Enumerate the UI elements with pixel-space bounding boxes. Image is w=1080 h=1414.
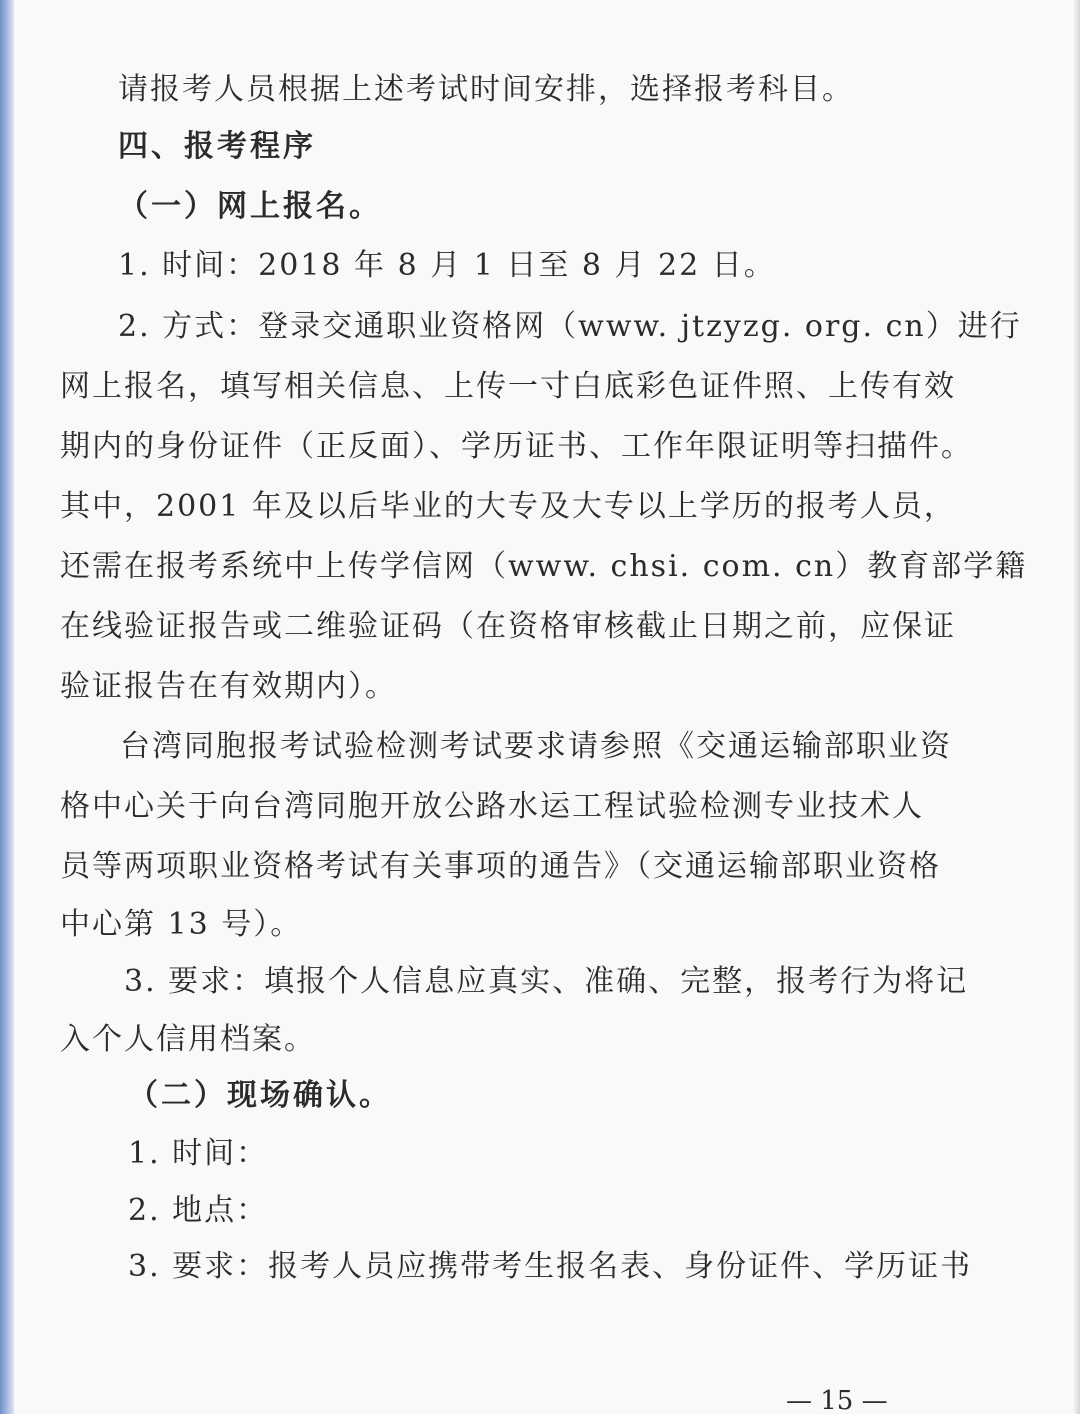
subsection-heading-online-registration: （一）网上报名。 bbox=[118, 189, 382, 224]
taiwan-compatriots-paragraph-line-4: 中心第 13 号）。 bbox=[60, 907, 303, 942]
online-registration-method-line-5: 还需在报考系统中上传学信网（www. chsi. com. cn）教育部学籍 bbox=[60, 549, 1028, 584]
online-registration-time: 1. 时间：2018 年 8 月 1 日至 8 月 22 日。 bbox=[118, 248, 776, 283]
online-registration-method-line-3: 期内的身份证件（正反面）、学历证书、工作年限证明等扫描件。 bbox=[60, 429, 973, 464]
online-registration-method-line-6: 在线验证报告或二维验证码（在资格审核截止日期之前，应保证 bbox=[60, 609, 956, 644]
intro-paragraph-line: 请报考人员根据上述考试时间安排，选择报考科目。 bbox=[118, 72, 854, 107]
online-registration-method-line-4: 其中，2001 年及以后毕业的大专及大专以上学历的报考人员， bbox=[60, 489, 956, 524]
onsite-confirmation-time: 1. 时间： bbox=[128, 1136, 269, 1171]
subsection-heading-onsite-confirmation: （二）现场确认。 bbox=[128, 1078, 392, 1113]
online-registration-requirements-line-1: 3. 要求：填报个人信息应真实、准确、完整，报考行为将记 bbox=[124, 964, 969, 999]
online-registration-method-line-2: 网上报名，填写相关信息、上传一寸白底彩色证件照、上传有效 bbox=[60, 369, 956, 404]
online-registration-requirements-line-2: 入个人信用档案。 bbox=[60, 1022, 316, 1057]
section-heading-registration-procedure: 四、报考程序 bbox=[118, 129, 316, 164]
online-registration-method-line-7: 验证报告在有效期内）。 bbox=[60, 669, 397, 704]
onsite-confirmation-requirements: 3. 要求：报考人员应携带考生报名表、身份证件、学历证书 bbox=[128, 1249, 973, 1284]
online-registration-method-line-1: 2. 方式：登录交通职业资格网（www. jtzyzg. org. cn）进行 bbox=[118, 309, 1022, 344]
taiwan-compatriots-paragraph-line-1: 台湾同胞报考试验检测考试要求请参照《交通运输部职业资 bbox=[120, 729, 952, 764]
page-number: — 15 — bbox=[786, 1386, 888, 1414]
onsite-confirmation-location: 2. 地点： bbox=[128, 1193, 269, 1228]
taiwan-compatriots-paragraph-line-2: 格中心关于向台湾同胞开放公路水运工程试验检测专业技术人 bbox=[60, 789, 924, 824]
taiwan-compatriots-paragraph-line-3: 员等两项职业资格考试有关事项的通告》（交通运输部职业资格 bbox=[60, 849, 941, 884]
